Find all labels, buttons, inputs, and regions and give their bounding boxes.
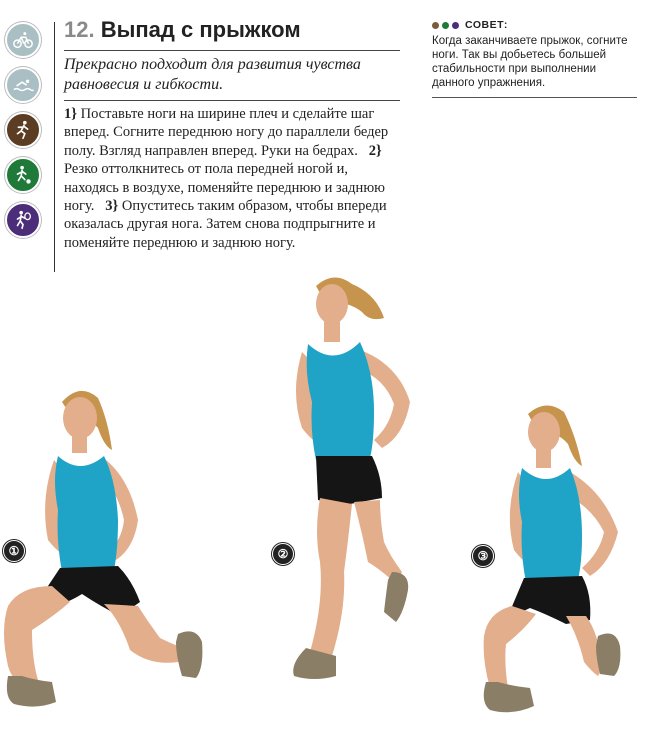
shoe-back xyxy=(176,631,202,678)
tank-top xyxy=(55,456,118,572)
tip-label: СОВЕТ: xyxy=(465,19,508,31)
shoe-front xyxy=(7,676,56,707)
tip-dot-brown xyxy=(432,22,439,29)
figure-lunge-land xyxy=(478,400,643,725)
exercise-number: 12. xyxy=(64,17,95,42)
shorts xyxy=(316,456,382,504)
tip-box xyxy=(432,19,637,98)
tennis-icon xyxy=(5,202,41,238)
step-badge-1: ① xyxy=(3,540,25,562)
shoe-back xyxy=(384,572,408,622)
step3-number: 3} xyxy=(105,198,119,215)
figure-jump xyxy=(280,272,420,692)
figure-lunge-start xyxy=(0,380,210,725)
tank-top xyxy=(519,468,582,582)
subtitle-rule xyxy=(64,50,400,51)
tank-top xyxy=(307,342,374,460)
head xyxy=(528,412,560,452)
step1-text: Поставьте ноги на ширине плеч и сделайте шаг вперед. Согните переднюю ногу до параллели бедер полу. Взгляд направлен вперед. Руки на бедрах. xyxy=(64,106,389,159)
tip-dot-purple xyxy=(452,22,459,29)
page-title xyxy=(64,17,301,43)
left-divider xyxy=(54,22,55,272)
step3-text: Опуститесь таким образом, чтобы впереди оказалась другая нога. Затем снова подпрыгните и поменяйте переднюю и заднюю ногу. xyxy=(64,198,387,251)
swimming-icon xyxy=(5,67,41,103)
tip-dot-green xyxy=(442,22,449,29)
step2-text: Резко оттолкнитесь от пола передней ногой и, находясь в воздухе, поменяйте переднюю и заднюю ногу. xyxy=(64,161,385,215)
head xyxy=(63,397,97,439)
sport-icons xyxy=(5,22,41,247)
tip-text: Когда заканчиваете прыжок, согните ноги. Так вы добьетесь большей стабильности при выполнении данного упражнения. xyxy=(432,35,628,89)
running-icon xyxy=(5,112,41,148)
tip-rule xyxy=(432,97,637,98)
tip-header xyxy=(432,19,637,31)
cycling-icon xyxy=(5,22,41,58)
step-badge-3: ③ xyxy=(472,545,494,567)
step-badge-2: ② xyxy=(272,543,294,565)
head xyxy=(316,284,348,324)
soccer-icon xyxy=(5,157,41,193)
instructions xyxy=(64,105,404,252)
step1-number: 1} xyxy=(64,106,77,122)
exercise-title: Выпад с прыжком xyxy=(100,17,301,42)
subtitle-rule-bottom xyxy=(64,100,400,101)
shoe-back xyxy=(596,634,620,676)
exercise-subtitle: Прекрасно подходит для развития чувства равновесия и гибкости. xyxy=(64,56,361,93)
shoe-front xyxy=(484,682,534,712)
step2-number: 2} xyxy=(368,142,382,159)
